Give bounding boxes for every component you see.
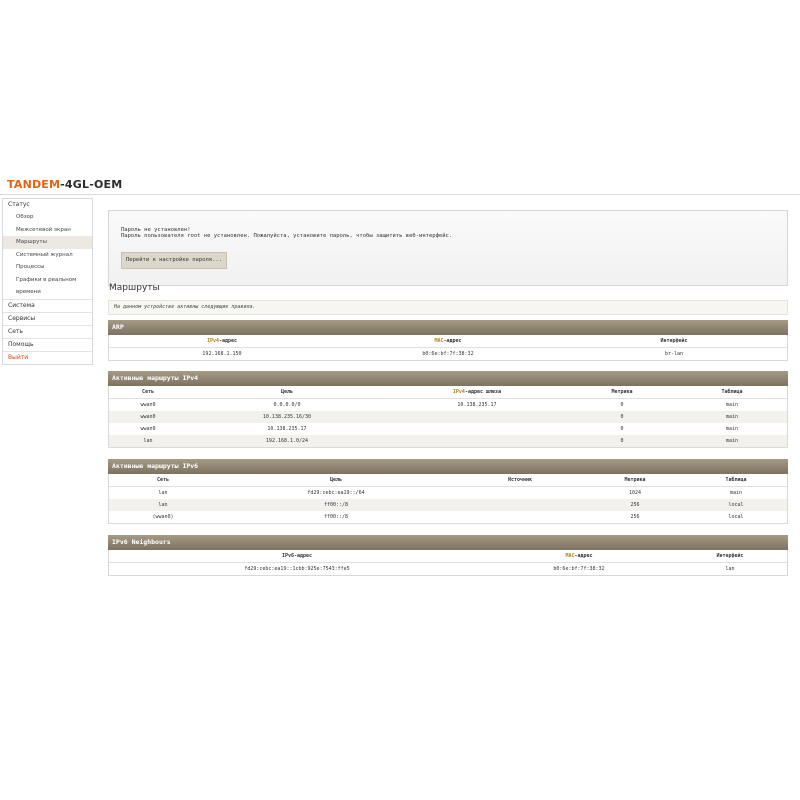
cell-target: 192.168.1.0/24 <box>265 438 309 444</box>
ipv4-routes-panel <box>108 371 788 448</box>
cell-metric: 256 <box>630 502 640 508</box>
sidebar <box>2 198 93 365</box>
table-row <box>109 399 787 411</box>
sidebar-item-help[interactable]: Помощь <box>3 339 92 352</box>
alert-text: Пароль пользователя root не установлен. Пожалуйста, установите пароль, чтобы защитить веб-интерфейс. <box>121 233 453 239</box>
sidebar-item-network[interactable]: Сеть <box>3 326 92 339</box>
cell-table: main <box>725 438 739 444</box>
cell-metric: 256 <box>630 514 640 520</box>
cell-table: main <box>725 402 739 408</box>
sidebar-item-system[interactable]: Система <box>3 300 92 313</box>
cell-gateway <box>387 411 567 423</box>
cell-table: main <box>729 490 743 496</box>
cell-metric: 0 <box>620 402 624 408</box>
page-description-text: На данном устройстве активны следующие правила. <box>114 304 256 310</box>
cell-mac: b0:6e:bf:7f:38:32 <box>422 351 474 357</box>
go-to-password-button[interactable]: Перейти к настройке пароля... <box>121 252 227 269</box>
cell-network: wwan0 <box>140 402 156 408</box>
cell-interface: lan <box>725 566 735 572</box>
sidebar-subitem-syslog[interactable]: Системный журнал <box>16 251 73 258</box>
sidebar-item-services[interactable]: Сервисы <box>3 313 92 326</box>
cell-ipv6: fd29:cebc:ea19::1cbb:925e:7543:ffe5 <box>244 566 350 572</box>
cell-target: ff00::/8 <box>323 502 349 508</box>
table-row <box>109 563 787 575</box>
sidebar-subitem-firewall[interactable]: Межсетевой экран <box>16 226 71 233</box>
sidebar-item-logout[interactable]: Выйти <box>8 353 29 361</box>
cell-metric: 0 <box>620 438 624 444</box>
col-header-interface: Интерфейс <box>716 553 744 559</box>
arp-panel <box>108 320 788 361</box>
cell-table: local <box>728 514 744 520</box>
ipv6-panel-title: Активные маршруты IPv6 <box>108 459 788 474</box>
cell-network: wwan0 <box>140 426 156 432</box>
cell-source <box>455 499 585 511</box>
cell-gateway <box>387 423 567 435</box>
col-header-network: Сеть <box>156 477 170 483</box>
col-header-ipv6: IPv6-адрес <box>281 553 313 559</box>
ipv4-panel-title: Активные маршруты IPv4 <box>108 371 788 386</box>
sidebar-subitem-overview[interactable]: Обзор <box>16 214 34 220</box>
arp-panel-title: ARP <box>108 320 788 335</box>
col-header-table: Таблица <box>725 477 747 483</box>
table-header-row <box>109 335 787 348</box>
cell-target: 10.138.235.16/30 <box>262 414 312 420</box>
ipv6-routes-panel <box>108 459 788 524</box>
table-row <box>109 511 787 523</box>
cell-metric: 0 <box>620 426 624 432</box>
ipv6-neighbours-panel <box>108 535 788 576</box>
cell-gateway: 10.138.235.17 <box>457 402 497 408</box>
table-row <box>109 411 787 423</box>
cell-network: (wwan0) <box>152 514 174 520</box>
col-header-network: Сеть <box>141 389 155 395</box>
sidebar-subitem-processes[interactable]: Процессы <box>16 264 45 270</box>
neigh-panel-title: IPv6 Neighbours <box>108 535 788 550</box>
cell-network: lan <box>143 438 153 444</box>
col-header-source: Источник <box>507 477 533 483</box>
col-header-gateway: IPv4-адрес шлюза <box>452 389 502 395</box>
table-row <box>109 435 787 447</box>
col-header-metric: Метрика <box>624 477 646 483</box>
ipv6-routes-table <box>108 474 788 524</box>
cell-table: main <box>725 414 739 420</box>
cell-table: local <box>728 502 744 508</box>
sidebar-item-status[interactable]: Статус <box>8 201 30 208</box>
brand-part2: -4GL-OEM <box>60 178 123 191</box>
col-header-target: Цель <box>280 389 294 395</box>
page-title: Маршруты <box>109 283 160 293</box>
table-header-row <box>109 474 787 487</box>
col-header-table: Таблица <box>721 389 743 395</box>
cell-source <box>455 511 585 523</box>
brand-part1: TANDEM <box>7 178 61 191</box>
col-header-mac: MAC-адрес <box>434 338 462 344</box>
table-header-row <box>109 550 787 563</box>
cell-metric: 0 <box>620 414 624 420</box>
table-row <box>109 487 787 499</box>
table-row <box>109 423 787 435</box>
arp-table <box>108 335 788 361</box>
col-header-ipv4: IPv4-адрес <box>206 338 238 344</box>
col-header-mac: MAC-адрес <box>565 553 593 559</box>
cell-target: 0.0.0.0/0 <box>273 402 301 408</box>
table-row <box>109 348 787 360</box>
ipv6-neighbours-table <box>108 550 788 576</box>
brand-logo[interactable] <box>7 178 122 191</box>
table-header-row <box>109 386 787 399</box>
table-row <box>109 499 787 511</box>
col-header-interface: Интерфейс <box>660 338 688 344</box>
cell-source <box>455 487 585 499</box>
cell-target: fd29:cebc:ea19::/64 <box>307 490 365 496</box>
cell-table: main <box>725 426 739 432</box>
sidebar-subitem-realtime-graphs[interactable]: Графики в реальном времени <box>3 274 92 300</box>
cell-target: 10.138.235.17 <box>267 426 307 432</box>
page-description <box>108 300 788 315</box>
ipv4-routes-table <box>108 386 788 448</box>
cell-network: lan <box>158 502 168 508</box>
cell-metric: 1024 <box>628 490 642 496</box>
col-header-metric: Метрика <box>611 389 633 395</box>
cell-mac: b0:6e:bf:7f:38:32 <box>553 566 605 572</box>
cell-interface: br-lan <box>664 351 684 357</box>
header-bar <box>0 170 800 195</box>
cell-network: wwan0 <box>140 414 156 420</box>
cell-gateway <box>387 435 567 447</box>
alert-title: Пароль не установлен! <box>121 227 191 233</box>
col-header-target: Цель <box>329 477 343 483</box>
cell-target: ff00::/8 <box>323 514 349 520</box>
sidebar-subitem-routes[interactable]: Маршруты <box>3 236 92 249</box>
cell-ipv4: 192.168.1.150 <box>202 351 242 357</box>
cell-network: lan <box>158 490 168 496</box>
password-alert <box>108 210 788 286</box>
